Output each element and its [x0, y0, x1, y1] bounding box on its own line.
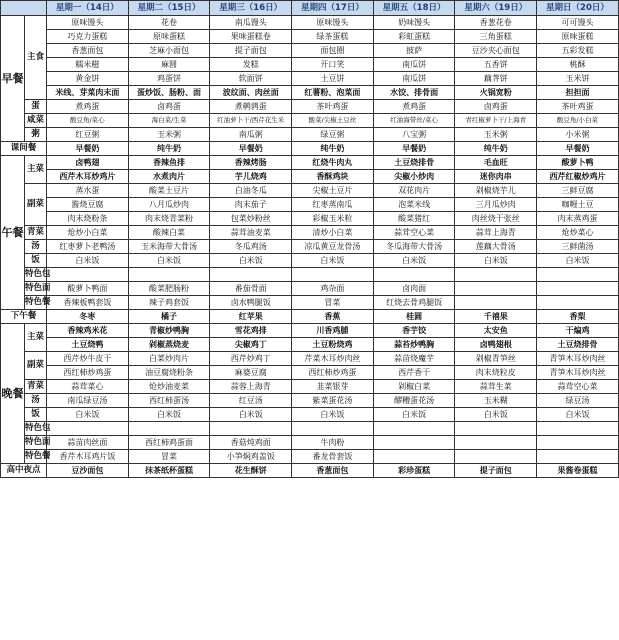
lunch-row: [1, 170, 619, 184]
menu-cell: 炝炒菜心: [537, 226, 619, 240]
menu-cell: 早餐奶: [210, 142, 292, 156]
lunch-row: [1, 254, 619, 268]
menu-cell: 蒜茸空心菜: [537, 380, 619, 394]
breakfast-row: [1, 30, 619, 44]
menu-cell: 韭菜银芽: [292, 380, 374, 394]
category-label: 特色餐: [25, 450, 47, 464]
menu-cell: 彩椒玉米粒: [292, 212, 374, 226]
menu-cell: 香菇炖鸡面: [210, 436, 292, 450]
menu-cell: 玉米糊: [455, 394, 537, 408]
category-label: 青菜: [25, 226, 47, 240]
menu-cell: [47, 422, 129, 436]
menu-cell: 酸菜肥肠粉: [128, 282, 210, 296]
menu-cell: 白油冬瓜: [210, 184, 292, 198]
menu-cell: 南瓜饼: [373, 72, 455, 86]
menu-cell: 原味蛋糕: [128, 30, 210, 44]
menu-cell: 泡菜米线: [373, 198, 455, 212]
category-label: 饭: [25, 408, 47, 422]
menu-cell: 冬枣: [47, 310, 129, 324]
menu-cell: 八宝粥: [373, 128, 455, 142]
night-snack-section-label: 高中夜点: [1, 464, 47, 478]
menu-cell: 卤鸭翅: [47, 156, 129, 170]
menu-cell: 香葱花卷: [455, 16, 537, 30]
menu-cell: 酸菜/尖椒土豆丝: [292, 114, 374, 128]
menu-cell: 酸菜土豆片: [128, 184, 210, 198]
menu-cell: 香辣烤肠: [210, 156, 292, 170]
menu-cell: 清炒小白菜: [292, 226, 374, 240]
lunch-row: [1, 296, 619, 310]
corner-cell: [1, 1, 47, 16]
menu-cell: [292, 422, 374, 436]
menu-cell: 红油海带丝/菜心: [373, 114, 455, 128]
menu-cell: 三鲜菌汤: [537, 240, 619, 254]
menu-cell: 巧克力蛋糕: [47, 30, 129, 44]
menu-cell: 桃酥: [537, 58, 619, 72]
header-row: [1, 1, 619, 16]
lunch-row: [1, 184, 619, 198]
menu-cell: 卤鸡蛋: [455, 100, 537, 114]
menu-cell: 尖椒土豆片: [292, 184, 374, 198]
menu-cell: 纯牛奶: [292, 142, 374, 156]
menu-cell: 肉末烧青菜粉: [128, 212, 210, 226]
menu-cell: 原味蛋糕: [537, 30, 619, 44]
menu-cell: 开口笑: [292, 58, 374, 72]
menu-cell: 水煮肉片: [128, 170, 210, 184]
menu-cell: 橘子: [128, 310, 210, 324]
menu-cell: 小米粥: [537, 128, 619, 142]
menu-cell: 剁椒白菜: [373, 380, 455, 394]
menu-cell: 土豆饼: [292, 72, 374, 86]
category-label: 特色包: [25, 268, 47, 282]
menu-cell: 青红椒萝卜干/上海青: [455, 114, 537, 128]
menu-cell: 番茄骨面: [210, 282, 292, 296]
menu-cell: 香芹木耳鸡片饭: [47, 450, 129, 464]
menu-cell: 发糕: [210, 58, 292, 72]
menu-cell: [373, 436, 455, 450]
menu-cell: 炝炒小白菜: [47, 226, 129, 240]
menu-cell: 绿茶蛋糕: [292, 30, 374, 44]
menu-cell: 原味馒头: [47, 16, 129, 30]
day-header-sat: 星期六（19日）: [455, 1, 537, 16]
menu-cell: 白米饭: [537, 254, 619, 268]
menu-cell: 尖椒鸡丁: [210, 338, 292, 352]
menu-cell: 肉末烧粒皮: [455, 366, 537, 380]
menu-cell: 肉末烧粉条: [47, 212, 129, 226]
lunch-row: [1, 156, 619, 170]
breakfast-section-label: 早餐: [1, 16, 25, 142]
menu-cell: 青椒炒鸭胸: [128, 324, 210, 338]
menu-cell: 南瓜粥: [210, 128, 292, 142]
category-label: 特色包: [25, 422, 47, 436]
category-label: 汤: [25, 394, 47, 408]
menu-cell: [537, 282, 619, 296]
category-label: 特色面: [25, 436, 47, 450]
menu-cell: 西红柿炒鸡蛋: [47, 366, 129, 380]
menu-cell: 土豆烧排骨: [373, 156, 455, 170]
menu-cell: 藕荠饼: [455, 72, 537, 86]
menu-cell: [455, 268, 537, 282]
menu-cell: 西芹香干: [373, 366, 455, 380]
menu-cell: [210, 422, 292, 436]
menu-cell: 三角蛋糕: [455, 30, 537, 44]
breakfast-row: [1, 114, 619, 128]
menu-cell: 迷你肉串: [455, 170, 537, 184]
menu-cell: 披萨: [373, 44, 455, 58]
menu-cell: 红烧牛肉丸: [292, 156, 374, 170]
menu-cell: 太安鱼: [455, 324, 537, 338]
category-label: 汤: [25, 240, 47, 254]
menu-cell: 红枣萝卜老鸭汤: [47, 240, 129, 254]
menu-cell: 香辣鸡米花: [47, 324, 129, 338]
menu-cell: 红薯粉、泡菜面: [292, 86, 374, 100]
menu-cell: 西芹红椒炒鸡片: [537, 170, 619, 184]
menu-cell: 白米饭: [47, 408, 129, 422]
menu-cell: 蒸水蛋: [47, 184, 129, 198]
menu-cell: 桂圆: [373, 310, 455, 324]
category-label: 副菜: [25, 184, 47, 226]
menu-cell: 三鲜豆腐: [537, 184, 619, 198]
menu-cell: [47, 268, 129, 282]
breakfast-row: [1, 86, 619, 100]
dinner-row: [1, 394, 619, 408]
menu-cell: 茶叶鸡蛋: [292, 100, 374, 114]
category-label: 粥: [25, 128, 47, 142]
menu-cell: 果酱卷蛋糕: [537, 464, 619, 478]
menu-cell: 雪花鸡排: [210, 324, 292, 338]
menu-cell: 豆沙面包: [47, 464, 129, 478]
menu-cell: 白米饭: [373, 408, 455, 422]
menu-cell: 麻圆: [128, 58, 210, 72]
menu-cell: 软面饼: [210, 72, 292, 86]
menu-cell: 酸豆角/小白菜: [537, 114, 619, 128]
day-header-tue: 星期二（15日）: [128, 1, 210, 16]
menu-cell: 炝炒油麦菜: [128, 380, 210, 394]
breakfast-row: [1, 128, 619, 142]
menu-cell: 酸萝卜鸭面: [47, 282, 129, 296]
menu-cell: 茶叶鸡蛋: [537, 100, 619, 114]
menu-cell: 白米饭: [128, 408, 210, 422]
menu-cell: 煮鸡蛋: [373, 100, 455, 114]
lunch-row: [1, 268, 619, 282]
menu-cell: [537, 436, 619, 450]
menu-cell: 果味蛋糕卷: [210, 30, 292, 44]
menu-cell: 鸡蛋饼: [128, 72, 210, 86]
afternoon-row: [1, 310, 619, 324]
menu-cell: 卤鸭翅根: [455, 338, 537, 352]
dinner-row: [1, 408, 619, 422]
menu-cell: 双花肉片: [373, 184, 455, 198]
menu-cell: 白米饭: [455, 408, 537, 422]
menu-cell: 莲藕大骨汤: [455, 240, 537, 254]
menu-cell: [128, 268, 210, 282]
menu-cell: 白米饭: [128, 254, 210, 268]
menu-cell: 花卷: [128, 16, 210, 30]
menu-cell: 花生酥饼: [210, 464, 292, 478]
menu-cell: 干煸鸡: [537, 324, 619, 338]
menu-cell: 南瓜饼: [373, 58, 455, 72]
menu-cell: [373, 450, 455, 464]
day-header-fri: 星期五（18日）: [373, 1, 455, 16]
menu-cell: 面包圈: [292, 44, 374, 58]
breakfast-row: [1, 100, 619, 114]
menu-cell: 青笋木耳炒肉丝: [537, 352, 619, 366]
menu-cell: 香蕉: [292, 310, 374, 324]
day-header-wed: 星期三（16日）: [210, 1, 292, 16]
category-label: 青菜: [25, 380, 47, 394]
menu-cell: 绿豆粥: [292, 128, 374, 142]
menu-cell: 酸豆角/菜心: [47, 114, 129, 128]
menu-cell: 白米饭: [210, 408, 292, 422]
menu-cell: 彩虹蛋糕: [373, 30, 455, 44]
menu-cell: 蛋炒饭、肠粉、面: [128, 86, 210, 100]
menu-cell: 蒜茸菜心: [47, 380, 129, 394]
menu-cell: 蒜茸生菜: [455, 380, 537, 394]
menu-cell: 千禧果: [455, 310, 537, 324]
menu-cell: 醪糟蛋花汤: [373, 394, 455, 408]
category-label: 副菜: [25, 352, 47, 380]
menu-cell: 五香饼: [455, 58, 537, 72]
menu-cell: 土豆烧鸭: [47, 338, 129, 352]
menu-cell: 可可馒头: [537, 16, 619, 30]
menu-cell: 番龙骨套饭: [292, 450, 374, 464]
menu-cell: 白米饭: [537, 408, 619, 422]
menu-cell: 冒菜: [128, 450, 210, 464]
menu-cell: [537, 268, 619, 282]
menu-cell: 西芹木耳炒鸡片: [47, 170, 129, 184]
menu-cell: [537, 450, 619, 464]
dinner-section-label: 晚餐: [1, 324, 25, 464]
afternoon-section-label: 下午餐: [1, 310, 47, 324]
category-label: 主菜: [25, 156, 47, 184]
menu-cell: 包菜炒粉丝: [210, 212, 292, 226]
lunch-row: [1, 212, 619, 226]
menu-cell: 海白菜/生菜: [128, 114, 210, 128]
menu-cell: 煮鸡蛋: [47, 100, 129, 114]
menu-cell: [455, 282, 537, 296]
menu-cell: 白米饭: [210, 254, 292, 268]
menu-cell: 白米饭: [292, 254, 374, 268]
category-label: 特色面: [25, 282, 47, 296]
menu-cell: 咖喱土豆: [537, 198, 619, 212]
menu-cell: 糯米糍: [47, 58, 129, 72]
menu-cell: 香葱面包: [292, 464, 374, 478]
menu-cell: 酸菜猪红: [373, 212, 455, 226]
lunch-row: [1, 198, 619, 212]
breakfast-row: [1, 16, 619, 30]
menu-cell: 红豆汤: [210, 394, 292, 408]
menu-cell: 白米饭: [373, 254, 455, 268]
dinner-row: [1, 366, 619, 380]
dinner-row: [1, 338, 619, 352]
category-label: 蛋: [25, 100, 47, 114]
menu-cell: 西芹炒牛皮干: [47, 352, 129, 366]
menu-cell: 波纹面、肉丝面: [210, 86, 292, 100]
menu-cell: 纯牛奶: [455, 142, 537, 156]
category-label: 咸菜: [25, 114, 47, 128]
menu-cell: [537, 296, 619, 310]
menu-cell: 黄金饼: [47, 72, 129, 86]
menu-cell: 香梨: [537, 310, 619, 324]
menu-cell: 煮鹌鹑蛋: [210, 100, 292, 114]
menu-cell: [455, 450, 537, 464]
menu-cell: 芋儿烧鸡: [210, 170, 292, 184]
menu-cell: 纯牛奶: [128, 142, 210, 156]
menu-cell: 火锅宽粉: [455, 86, 537, 100]
menu-cell: 冒菜: [292, 296, 374, 310]
menu-cell: 西红柿蛋汤: [128, 394, 210, 408]
menu-cell: 油豆腐烧粉条: [128, 366, 210, 380]
menu-cell: [455, 422, 537, 436]
menu-cell: 五彩发糕: [537, 44, 619, 58]
menu-cell: 冬瓜鸡汤: [210, 240, 292, 254]
menu-cell: 肉末蒸鸡蛋: [537, 212, 619, 226]
menu-cell: 红苹果: [210, 310, 292, 324]
break-meal-row: [1, 142, 619, 156]
menu-cell: 米线、芽菜肉末面: [47, 86, 129, 100]
menu-cell: 豆沙夹心面包: [455, 44, 537, 58]
menu-cell: 蒜茸油麦菜: [210, 226, 292, 240]
category-label: 特色餐: [25, 296, 47, 310]
menu-cell: 蒜苔炒鸭胸: [373, 338, 455, 352]
menu-cell: 红豆粥: [47, 128, 129, 142]
menu-cell: 担担面: [537, 86, 619, 100]
menu-cell: 玉米海带大骨汤: [128, 240, 210, 254]
breakfast-row: [1, 72, 619, 86]
menu-cell: 冬瓜海带大骨汤: [373, 240, 455, 254]
menu-cell: 早餐奶: [537, 142, 619, 156]
menu-cell: 提子面包: [210, 44, 292, 58]
menu-cell: 白米饭: [47, 254, 129, 268]
break-meal-section-label: 课间餐: [1, 142, 47, 156]
menu-cell: 香辣板鸭套饭: [47, 296, 129, 310]
menu-cell: 酸萝卜鸭: [537, 156, 619, 170]
menu-cell: 剁椒蒸烧麦: [128, 338, 210, 352]
menu-cell: 玉米粥: [455, 128, 537, 142]
menu-cell: 卤水鸭腿饭: [210, 296, 292, 310]
menu-cell: [292, 268, 374, 282]
menu-cell: 白菜炒肉片: [128, 352, 210, 366]
dinner-row: [1, 422, 619, 436]
day-header-sun: 星期日（20日）: [537, 1, 619, 16]
menu-cell: 白米饭: [292, 408, 374, 422]
dinner-row: [1, 324, 619, 338]
menu-cell: 香辣鱼排: [128, 156, 210, 170]
lunch-section-label: 午餐: [1, 156, 25, 310]
menu-cell: 奶味馒头: [373, 16, 455, 30]
menu-cell: 肉末茄子: [210, 198, 292, 212]
menu-cell: 西芹炒鸡丁: [210, 352, 292, 366]
menu-cell: 香葱面包: [47, 44, 129, 58]
menu-cell: 红烧去骨鸡腿饭: [373, 296, 455, 310]
menu-cell: 牛肉粉: [292, 436, 374, 450]
menu-cell: 土豆烧排骨: [537, 338, 619, 352]
menu-cell: 早餐奶: [373, 142, 455, 156]
lunch-row: [1, 240, 619, 254]
menu-cell: 玉米粥: [128, 128, 210, 142]
dinner-row: [1, 436, 619, 450]
menu-cell: 芝麻小面包: [128, 44, 210, 58]
menu-cell: 川香鸡脯: [292, 324, 374, 338]
menu-cell: 毛血旺: [455, 156, 537, 170]
menu-cell: 红枣蒸南瓜: [292, 198, 374, 212]
menu-cell: 香酥鸡块: [292, 170, 374, 184]
menu-cell: 剁椒烧芋儿: [455, 184, 537, 198]
menu-cell: 香芋饺: [373, 324, 455, 338]
menu-cell: 早餐奶: [47, 142, 129, 156]
menu-cell: [537, 422, 619, 436]
menu-cell: 酱烧豆腐: [47, 198, 129, 212]
menu-cell: 原味馒头: [292, 16, 374, 30]
menu-cell: 辣子鸡套饭: [128, 296, 210, 310]
menu-cell: [210, 268, 292, 282]
menu-cell: 剁椒青笋丝: [455, 352, 537, 366]
menu-cell: 土豆粉烧鸡: [292, 338, 374, 352]
menu-cell: 三月瓜炒肉: [455, 198, 537, 212]
dinner-row: [1, 450, 619, 464]
menu-cell: 小笋焖鸡盖饭: [210, 450, 292, 464]
menu-cell: [373, 422, 455, 436]
menu-cell: 凉瓜黄豆龙骨汤: [292, 240, 374, 254]
menu-cell: 红油萝卜干/西芹花生米: [210, 114, 292, 128]
menu-cell: [128, 422, 210, 436]
menu-cell: 卤肉面: [373, 282, 455, 296]
menu-cell: 青笋木耳炒肉丝: [537, 366, 619, 380]
menu-cell: [455, 296, 537, 310]
menu-cell: 酸辣白菜: [128, 226, 210, 240]
night-snack-row: [1, 464, 619, 478]
menu-cell: 鸡杂面: [292, 282, 374, 296]
menu-cell: 提子面包: [455, 464, 537, 478]
menu-cell: 卤鸡蛋: [128, 100, 210, 114]
menu-cell: 南瓜绿豆汤: [47, 394, 129, 408]
menu-cell: [373, 268, 455, 282]
dinner-row: [1, 352, 619, 366]
breakfast-row: [1, 58, 619, 72]
menu-cell: 彩珍蛋糕: [373, 464, 455, 478]
menu-cell: 抹茶纸杯蛋糕: [128, 464, 210, 478]
menu-cell: 玉米饼: [537, 72, 619, 86]
menu-cell: 西红柿鸡蛋面: [128, 436, 210, 450]
lunch-row: [1, 282, 619, 296]
menu-cell: 蒜苗烧魔芋: [373, 352, 455, 366]
menu-cell: 蒜蓉上海青: [210, 380, 292, 394]
menu-cell: 紫菜蛋花汤: [292, 394, 374, 408]
menu-cell: 麻婆豆腐: [210, 366, 292, 380]
day-header-thu: 星期四（17日）: [292, 1, 374, 16]
menu-cell: 蒜苗肉丝面: [47, 436, 129, 450]
menu-cell: 尖椒小炒肉: [373, 170, 455, 184]
category-label: 主食: [25, 16, 47, 100]
category-label: 饭: [25, 254, 47, 268]
menu-cell: 肉丝烧干张丝: [455, 212, 537, 226]
menu-cell: 绿豆汤: [537, 394, 619, 408]
menu-cell: 蒜茸空心菜: [373, 226, 455, 240]
menu-cell: 蒜茸上海青: [455, 226, 537, 240]
menu-cell: 水饺、排骨面: [373, 86, 455, 100]
dinner-row: [1, 380, 619, 394]
menu-cell: 南瓜馒头: [210, 16, 292, 30]
breakfast-row: [1, 44, 619, 58]
menu-cell: 八月瓜炒肉: [128, 198, 210, 212]
day-header-mon: 星期一（14日）: [47, 1, 129, 16]
menu-cell: 白米饭: [455, 254, 537, 268]
menu-cell: 西红柿炒鸡蛋: [292, 366, 374, 380]
lunch-row: [1, 226, 619, 240]
menu-cell: 芹菜木耳炒肉丝: [292, 352, 374, 366]
category-label: 主菜: [25, 324, 47, 352]
menu-cell: [455, 436, 537, 450]
